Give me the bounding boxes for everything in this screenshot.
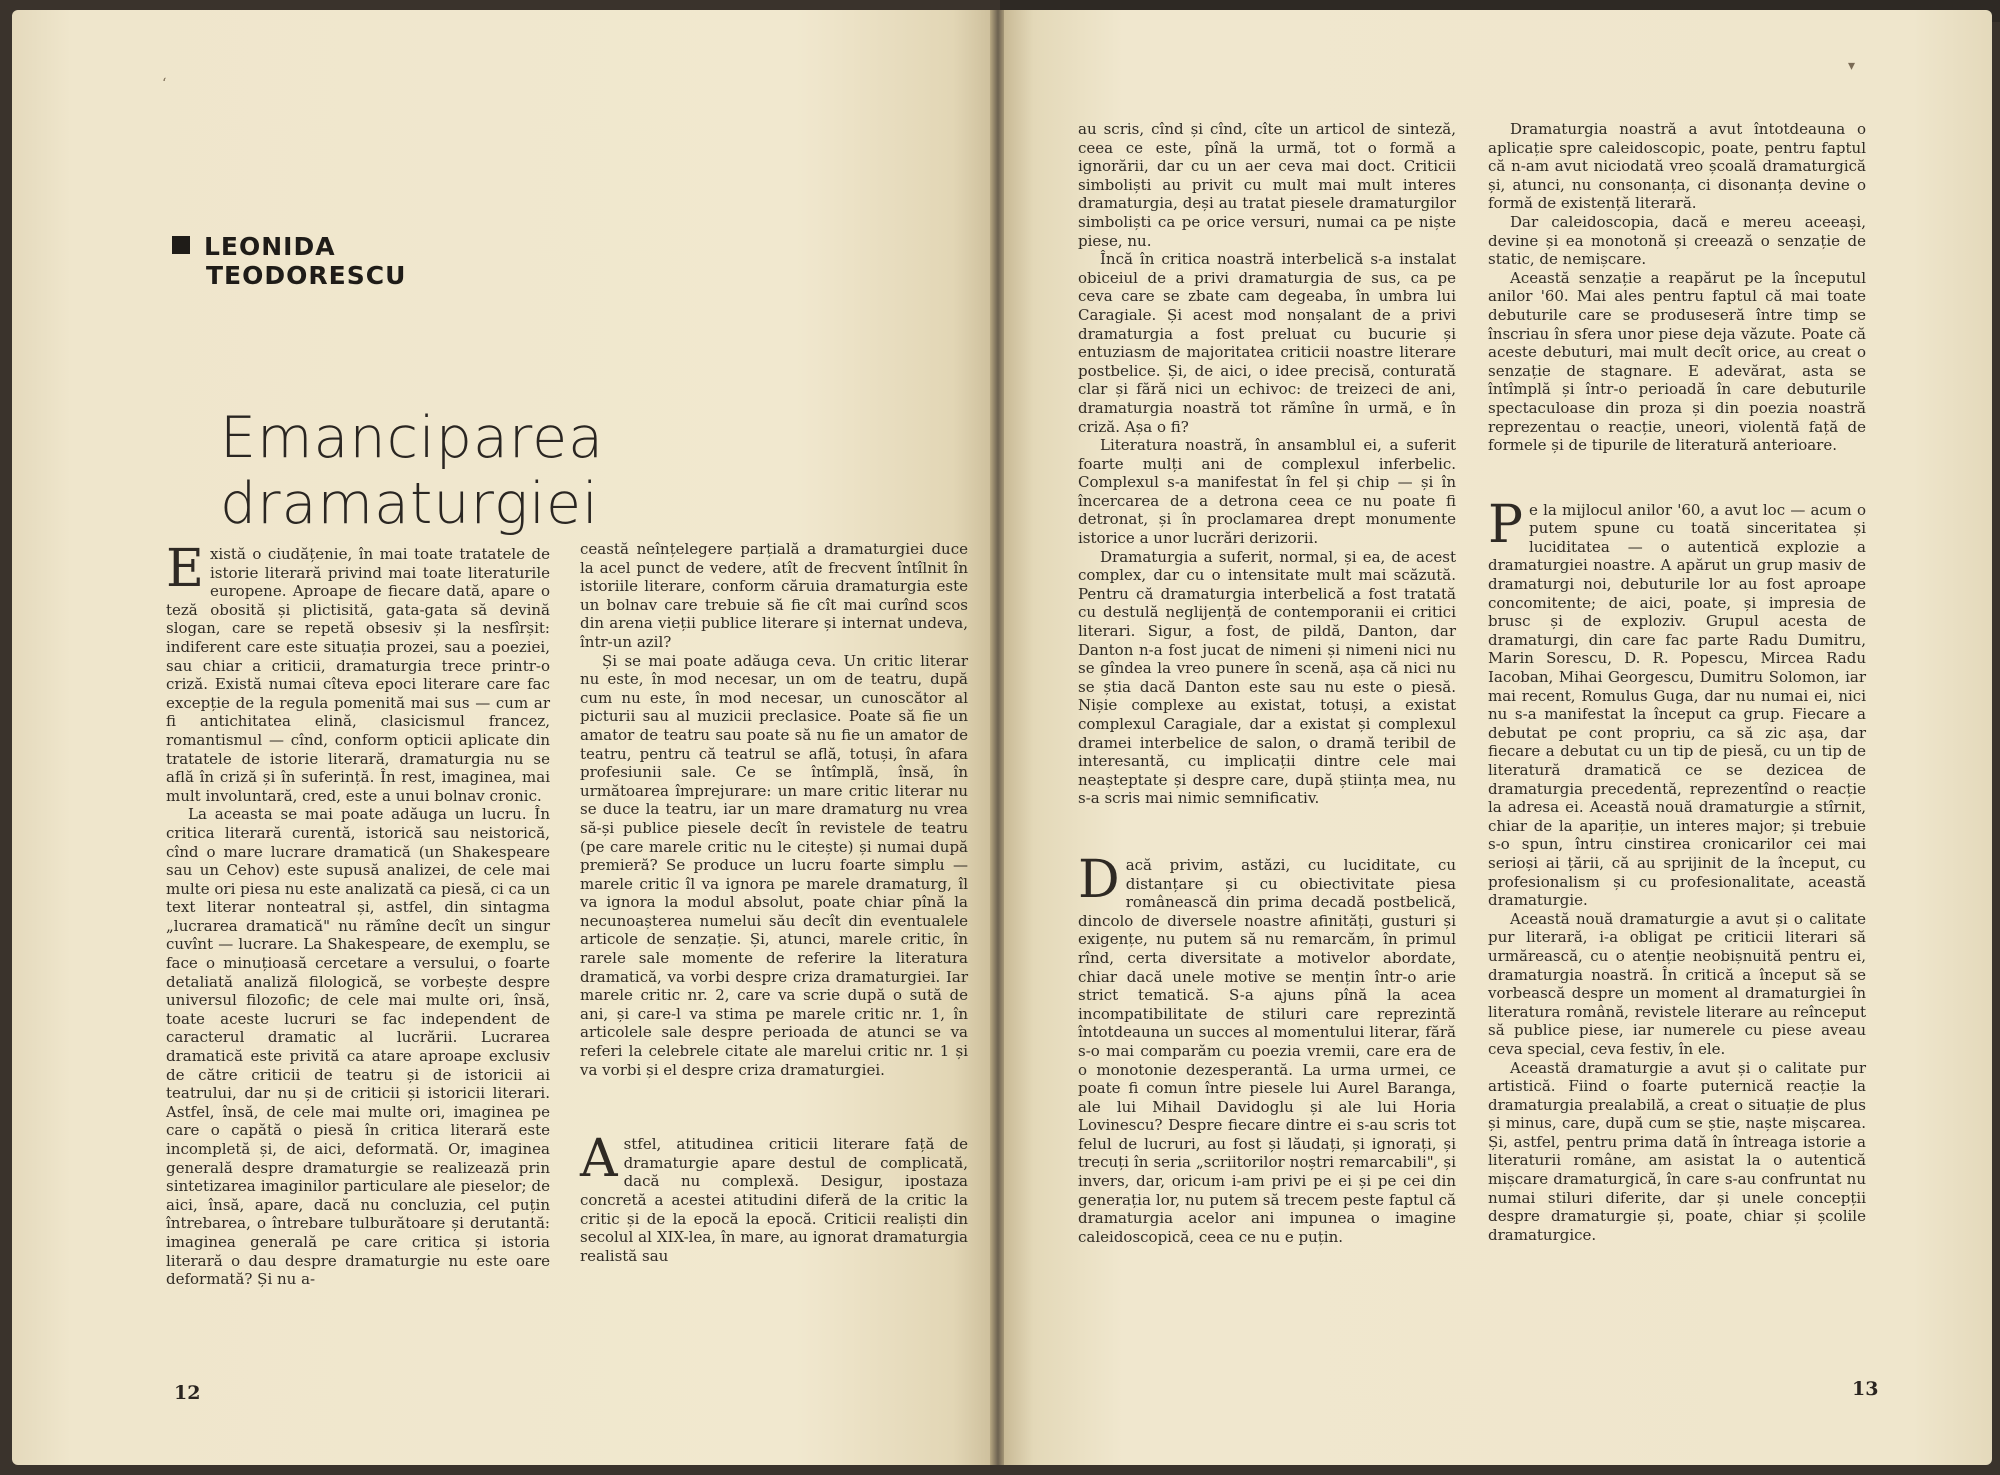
left-page [12, 10, 992, 1465]
square-bullet-icon [172, 236, 190, 254]
paragraph: au scris, cînd și cînd, cîte un articol de sinteză, ceea ce este, pînă la urmă, tot o formă a ignorării, dar cu un aer ceva mai doct. Criticii simboliști au privit cu mult mai mult interes dramaturgia, deși au tratat piesele dramaturgilor simboliști ca pe orice versuri, numai ca pe niște piese, nu. [1078, 120, 1456, 250]
paragraph: Există o ciudățenie, în mai toate tratatele de istorie literară privind mai toate literaturile europene. Aproape de fiecare dată, apare o teză obosită și plictisită, gata-gata să devină slogan, care se repetă obsesiv și la nesfîrșit: indiferent care este situația prozei, sau a poeziei, sau chiar a criticii, dramaturgia trece printr-o criză. Există numai cîteva epoci literare care fac excepție de la regula pomenită mai sus — cum ar fi antichitatea elină, clasicismul francez, romantismul — cînd, conform opticii aplicate din tratatele de istorie literară, dramaturgia nu se află în criză și în suferință. În rest, imaginea, mai mult involuntară, cred, este a unui bolnav cronic. [166, 539, 550, 805]
paragraph: Literatura noastră, în ansamblul ei, a suferit foarte mulți ani de complexul inferbelic. Complexul s-a manifestat în fel și chip — și în încercarea de a detrona ceea ce nu poate fi detronat, și în proclamarea drept monumente istorice a unor lucrări derizorii. [1078, 436, 1456, 548]
paragraph: Dramaturgia noastră a avut întotdeauna o aplicație spre caleidoscopic, poate, pentru faptul că n-am avut niciodată vreo școală dramaturgică și, atunci, nu consonanța, ci disonanța devine o formă de existență literară. [1488, 120, 1866, 213]
right-column-2 [1488, 120, 1866, 1244]
paragraph: Această nouă dramaturgie a avut și o calitate pur literară, i-a obligat pe criticii literari să urmărească, cu o atenție neobișnuită pentru ei, dramaturgia noastră. În critică a început să se vorbească despre un moment al dramaturgiei în literatura română, revistele literare au reînceput să publice piese, iar numerele cu piese aveau ceva special, ceva festiv, în ele. [1488, 909, 1866, 1058]
article-title: Emanciparea dramaturgiei [220, 405, 605, 537]
paragraph: Dacă privim, astăzi, cu luciditate, cu distanțare și cu obiectivitate piesa românească din prima decadă postbelică, dincolo de diversele noastre afinități, gusturi și exigențe, nu putem să nu remarcăm, în primul rînd, certa diversitate a motivelor abordate, chiar dacă unele motive se mențin într-o arie strict tematică. S-a ajuns pînă la acea incompatibilitate de stiluri care reprezintă întotdeauna un succes al momentului literar, fără s-o mai comparăm cu poezia vremii, care era de o monotonie dezesperantă. La urma urmei, ce poate fi comun între piesele lui Aurel Baranga, ale lui Mihail Davidoglu și ale lui Horia Lovinescu? Despre fiecare dintre ei s-au scris tot felul de lucruri, au fost și lăudați, și ignorați, și trecuți în seria „scriitorilor noștri remarcabili", și invers, dar, oricum i-am privi pe ei și pe cei din generația lor, nu putem să trecem peste faptul că dramaturgia acelor ani impunea o imagine caleidoscopică, ceea ce nu e puțin. [1078, 849, 1456, 1246]
drop-cap: E [166, 539, 204, 599]
paragraph: Încă în critica noastră interbelică s-a instalat obiceiul de a privi dramaturgia de sus, ca pe ceva care se zbate cam degeaba, în umbra lui Caragiale. Și acest mod nonșalant de a privi dramaturgia a fost preluat cu bucurie și entuziasm de majoritatea criticii noastre literare postbelice. Și, de aici, o idee precisă, conturată clar și fără nici un echivoc: de treizeci de ani, dramaturgia noastră tot rămîne în urmă, e în criză. Așa o fi? [1078, 250, 1456, 436]
paragraph: Și se mai poate adăuga ceva. Un critic literar nu este, în mod necesar, un om de teatru, după cum nu este, în mod necesar, un cunoscător al picturii sau al muzicii preclasice. Poate să fie un amator de teatru sau poate să nu fie un amator de teatru, pentru că teatrul se află, totuși, în afara profesiunii sale. Ce se întîmplă, însă, în următoarea împrejurare: un mare critic literar nu se duce la teatru, iar un mare dramaturg nu vrea să-și publice piesele decît în revistele de teatru (pe care marele critic nu le citește) și numai după premieră? Se produce un lucru foarte simplu — marele critic îl va ignora pe marele dramaturg, îl va ignora la modul absolut, poate chiar pînă la necunoașterea numelui său decît din eventualele articole de senzație. Și, atunci, marele critic, în rarele sale momente de referire la literatura dramatică, va vorbi despre criza dramaturgiei. Iar marele critic nr. 2, care va scrie după o sută de ani, și care-l va stima pe marele critic nr. 1, în articolele sale despre perioada de atunci se va referi la celebrele citate ale marelui critic nr. 1 și va vorbi și el despre criza dramaturgiei. [580, 651, 968, 1079]
drop-cap: D [1078, 849, 1120, 910]
paragraph: Dar caleidoscopia, dacă e mereu aceeași, devine și ea monotonă și creează o senzație de static, de nemișcare. [1488, 212, 1866, 269]
page-speck: ▾ [1848, 58, 1856, 74]
drop-cap: P [1488, 494, 1523, 555]
paragraph: Astfel, atitudinea criticii literare față de dramaturgie apare destul de complicată, dacă nu complexă. Desigur, ipostaza concretă a acestei atitudini diferă de la critic la critic și de la epocă la epocă. Criticii realiști din secolul al XIX-lea, în mare, au ignorat dramaturgia realistă sau [580, 1129, 968, 1265]
paragraph: Pe la mijlocul anilor '60, a avut loc — acum o putem spune cu toată sinceritatea și luciditatea — o autentică explozie a dramaturgiei noastre. A apărut un grup masiv de dramaturgi noi, debuturile lor au fost aproape concomitente; de aici, poate, și impresia de brusc și de exploziv. Grupul acesta de dramaturgi, din care fac parte Radu Dumitru, Marin Sorescu, D. R. Popescu, Mircea Radu Iacoban, Mihai Georgescu, Dumitru Solomon, iar mai recent, Romulus Guga, dar nu numai ei, nici nu s-a manifestat la început ca grup. Fiecare a debutat pe cont propriu, ca să zic așa, dar fiecare a debutat cu un tip de piesă, cu un tip de literatură dramatică ce se dezicea de dramaturgia precedentă, reprezentînd o reacție la adresa ei. Această nouă dramaturgie a stîrnit, chiar de la apariție, un interes major; și trebuie s-o spun, întru cinstirea cronicarilor cei mai serioși ai țării, că au sprijinit de la început, cu profesionalism și cu profesionalitate, această dramaturgie. [1488, 494, 1866, 910]
page-speck: ‘ [162, 76, 167, 92]
author-name: LEONIDA TEODORESCU [172, 232, 406, 290]
right-page [1004, 10, 1992, 1465]
page-number: 12 [174, 1382, 201, 1404]
right-column-1 [1078, 120, 1456, 1246]
drop-cap: A [580, 1129, 618, 1190]
left-column-1 [166, 539, 550, 1289]
page-number: 13 [1852, 1378, 1879, 1400]
paragraph: Dramaturgia a suferit, normal, și ea, de acest complex, dar cu o intensitate mult mai scăzută. Pentru că dramaturgia interbelică a fost tratată cu destulă neglijență de contemporanii ei critici literari. Sigur, a fost, de pildă, Danton, dar Danton n-a fost jucat de nimeni și nimeni nici nu se gîndea la vreo punere în scenă, așa că nici nu se știa dacă Danton este sau nu este o piesă. Nișie complexe au existat, totuși, a existat complexul Caragiale, dar a existat și complexul dramei interbelice de salon, o dramă teribil de interesantă, cu implicații dintre cele mai neașteptate și despre care, după știința mea, nu s-a scris mai nimic semnificativ. [1078, 547, 1456, 808]
paragraph: La aceasta se mai poate adăuga un lucru. În critica literară curentă, istorică sau neistorică, cînd o mare lucrare dramatică (un Shakespeare sau un Cehov) este supusă analizei, de cele mai multe ori piesa nu este analizată ca piesă, ci ca un text literar nonteatral și, astfel, din sintagma „lucrarea dramatică" nu rămîne decît un singur cuvînt — lucrare. La Shakespeare, de exemplu, se face o minuțioasă cercetare a versului, o foarte detaliată analiză filologică, se vorbește despre universul filozofic; de cele mai multe ori, însă, toate aceste lucruri se fac independent de caracterul dramatic al lucrării. Lucrarea dramatică este privită ca atare aproape exclusiv de către criticii de teatru și de istoricii ai teatrului, dar nu și de criticii și istoricii literari. Astfel, însă, de cele mai multe ori, imaginea pe care o capătă o piesă în critica literară este incompletă și, de aici, deformată. Or, imaginea generală despre dramaturgie se realizează prin sintetizarea imaginilor particulare ale pieselor; de aici, însă, apare, dacă nu concluzia, cel puțin întrebarea, o întrebare tulburătoare și derutantă: imaginea generală pe care critica și istoria literară o dau despre dramaturgie nu este oare deformată? Și nu a- [166, 805, 550, 1289]
paragraph: Această senzație a reapărut pe la începutul anilor '60. Mai ales pentru faptul că mai toate debuturile care se produseseră între timp se înscriau în sfera unor piese deja văzute. Poate că aceste debuturi, mai mult decît orice, au creat o senzație de stagnare. E adevărat, asta se întîmplă și într-o perioadă în care debuturile spectaculoase din proza și din poezia noastră reprezentau o reacție, uneori, violentă față de formele și de tipurile de literatură anterioare. [1488, 268, 1866, 455]
left-column-2 [580, 540, 968, 1265]
paragraph: ceastă neînțelegere parțială a dramaturgiei duce la acel punct de vedere, atît de frecvent întîlnit în istoriile literare, conform căruia dramaturgia este un bolnav care trebuie să fie cît mai curînd scos din arena vieții publice literare și internat undeva, într-un azil? [580, 540, 968, 651]
paragraph: Această dramaturgie a avut și o calitate pur artistică. Fiind o foarte puternică reacție la dramaturgia prealabilă, a creat o situație de plus și minus, care, după cum se știe, naște mișcarea. Și, astfel, pentru prima dată în întreaga istorie a literaturii române, am asistat la o autentică mișcare dramaturgică, în care s-au confruntat nu numai stiluri diferite, dar și unele concepții despre dramaturgie și, poate, chiar și școlile dramaturgice. [1488, 1058, 1866, 1244]
